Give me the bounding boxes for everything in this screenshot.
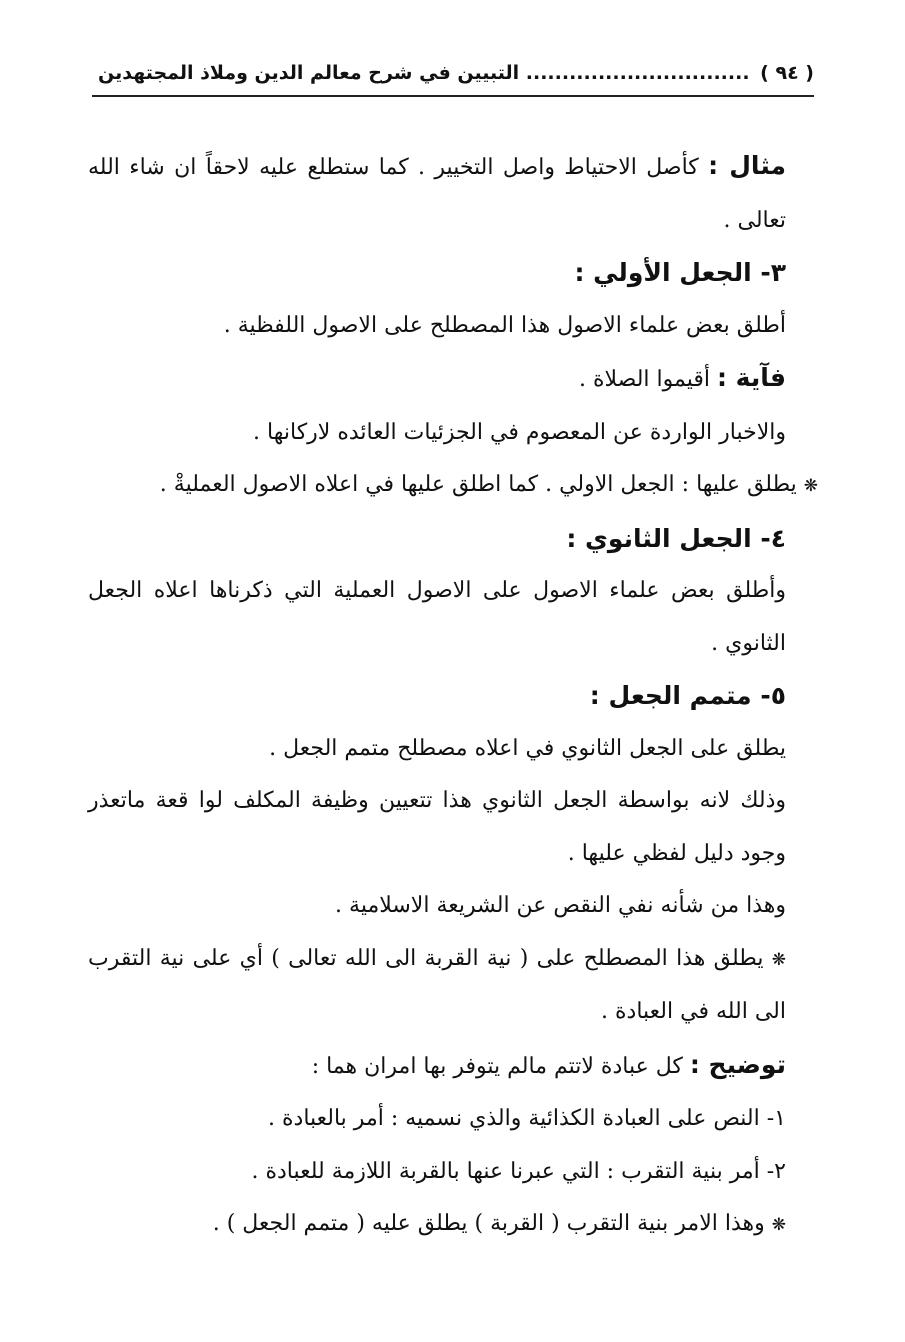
heading-secondary-enactment: ٤- الجعل الثانوي : — [566, 523, 786, 553]
list-item-1: ١- النص على العبادة الكذائية والذي نسميه : أمر بالعبادة . — [268, 1106, 786, 1131]
note-primary-text: يطلق عليها : الجعل الاولي . كما اطلق عليها في اعلاه الاصول العمليةْ . — [159, 472, 804, 497]
asterisk-icon: ❋ — [771, 1215, 786, 1235]
running-header — [92, 55, 814, 97]
list-item-2: ٢- أمر بنية التقرب : التي عبرنا عنها بالقربة اللازمة للعبادة . — [251, 1158, 786, 1184]
example-label: مثال : — [708, 151, 786, 180]
paragraph-note-intention — [88, 933, 818, 1039]
paragraph-note-primary — [88, 459, 818, 513]
heading-complement-enactment: ٥- متمم الجعل : — [589, 681, 786, 710]
header-dots: ............................... — [525, 62, 750, 84]
book-title: التبيين في شرح معالم الدين وملاذ المجتهدين — [97, 62, 520, 84]
paragraph-narrations: والاخبار الواردة عن المعصوم في الجزئيات العائده لاركانها . — [253, 419, 786, 445]
paragraph-primary-definition: أطلق بعض علماء الاصول هذا المصطلح على الاصول اللفظية . — [223, 312, 786, 338]
asterisk-icon: ❋ — [803, 476, 818, 496]
verse-label: فآية : — [716, 363, 786, 392]
verse-text: أقيموا الصلاة . — [579, 367, 717, 392]
asterisk-icon: ❋ — [771, 949, 786, 970]
paragraph-secondary-definition: وأطلق بعض علماء الاصول على الاصول العملية التي ذكرناها اعلاه الجعل الثانوي . — [88, 578, 786, 656]
paragraph-verse — [88, 352, 818, 407]
paragraph-complement-definition: يطلق على الجعل الثانوي في اعلاه مصطلح متمم الجعل . — [269, 735, 786, 761]
paragraph-note-complement — [88, 1198, 818, 1252]
paragraph-completeness: وهذا من شأنه نفي النقص عن الشريعة الاسلامية . — [335, 893, 786, 918]
paragraph-clarification — [88, 1039, 818, 1094]
heading-primary-enactment: ٣- الجعل الأولي : — [574, 258, 786, 287]
note-complement-text: وهذا الامر بنية التقرب ( القربة ) يطلق عليه ( متمم الجعل ) . — [212, 1211, 772, 1236]
paragraph-reason: وذلك لانه بواسطة الجعل الثانوي هذا تتعيين وظيفة المكلف لوا قعة ماتعذر وجود دليل لفظي عليها . — [88, 788, 786, 866]
paragraph-example — [88, 140, 818, 247]
page-body — [88, 140, 818, 1252]
note-intention-text: يطلق هذا المصطلح على ( نية القربة الى الله تعالى ) أي على نية التقرب الى الله في العبادة . — [88, 945, 786, 1024]
example-text: كأصل الاحتياط واصل التخيير . كما ستطلع عليه لاحقاً ان شاء الله تعالى . — [88, 155, 786, 233]
clarification-text: كل عبادة لاتتم مالم يتوفر بها امران هما : — [311, 1053, 690, 1079]
clarification-label: توضيح : — [689, 1049, 786, 1079]
page-number: ( ٩٤ ) — [760, 62, 814, 84]
